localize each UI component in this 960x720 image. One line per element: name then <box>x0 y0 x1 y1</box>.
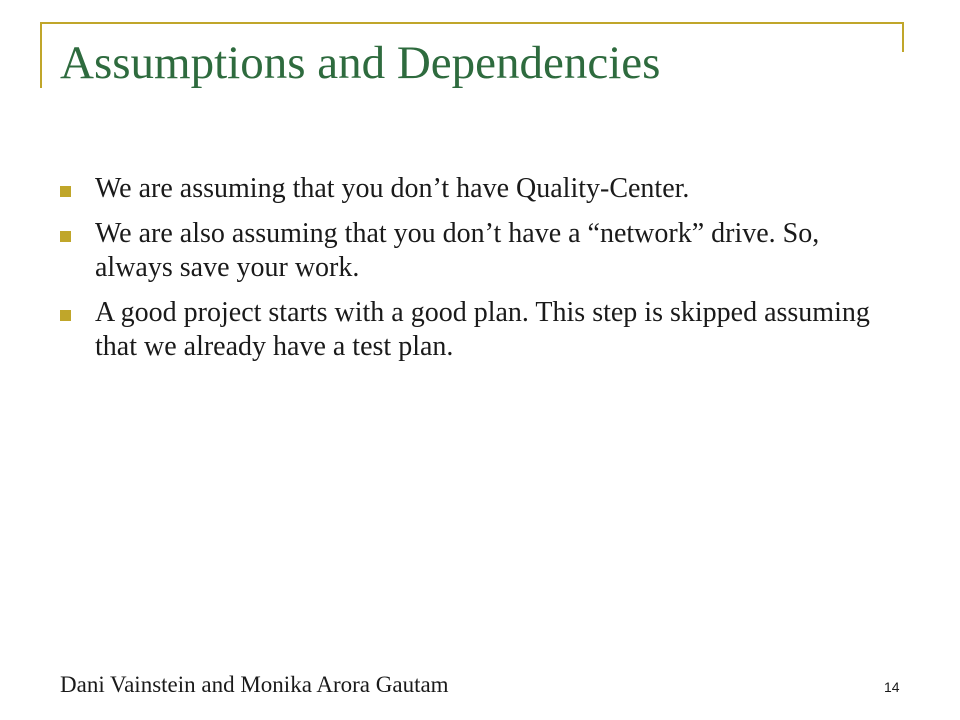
frame-top-line <box>40 22 904 24</box>
bullet-item <box>56 217 876 285</box>
frame-left-line <box>40 22 42 88</box>
bullet-text: We are assuming that you don’t have Quality-Center. <box>95 173 690 204</box>
square-bullet-icon <box>60 186 71 197</box>
square-bullet-icon <box>60 310 71 321</box>
page-number: 14 <box>884 679 900 695</box>
square-bullet-icon <box>60 231 71 242</box>
bullet-text: We are also assuming that you don’t have a “network” drive. So, always save your work. <box>95 218 820 283</box>
bullet-item <box>56 172 876 206</box>
bullet-list <box>56 172 876 375</box>
footer-authors: Dani Vainstein and Monika Arora Gautam <box>60 672 449 697</box>
slide-title: Assumptions and Dependencies <box>60 37 661 89</box>
bullet-item <box>56 296 876 364</box>
bullet-text: A good project starts with a good plan. This step is skipped assuming that we already have a test plan. <box>95 297 870 362</box>
frame-right-line <box>902 22 904 52</box>
